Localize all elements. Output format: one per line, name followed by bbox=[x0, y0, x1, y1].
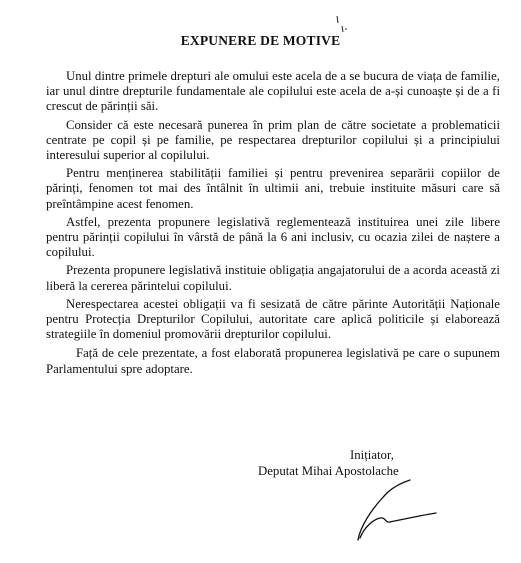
signatory-name: Deputat Mihai Apostolache bbox=[258, 463, 399, 478]
paragraph: Față de cele prezentate, a fost elaborată propunerea legislativă pe care o supunem Parlamentului spre adoptare. bbox=[46, 346, 500, 376]
paragraph: Prezenta propunere legislativă instituie obligația angajatorului de a acorda această zi liberă la cererea părintelui copilului. bbox=[46, 263, 500, 293]
document-body bbox=[46, 69, 500, 380]
paragraph: Nerespectarea acestei obligații va fi sesizată de către părinte Autorității Naționale pentru Protecția Drepturilor Copilului, autoritate care aplică politicile și elaborează strategiile în domeniul promovării drepturilor copilului. bbox=[46, 296, 500, 342]
paragraph: Pentru menținerea stabilității familiei și pentru prevenirea separării copiilor de părinți, fenomen tot mai des întâlnit în ultimii ani, trebuie instituite măsuri care să preîntâmpine acest fenomen. bbox=[46, 166, 500, 211]
document-title: EXPUNERE DE MOTIVE bbox=[180, 33, 341, 48]
paragraph: Consider că este necesară punerea în prim plan de către societate a problematicii centrate pe copil și pe familie, pe respectarea drepturilor copilului și a principiului interesului superior al copilului. bbox=[46, 117, 500, 163]
paragraph: Astfel, prezenta propunere legislativă reglementează instituirea unei zile libere pentru părinții copilului în vârstă de până la 6 ani inclusiv, cu ocazia zilei de naștere a copilului. bbox=[46, 214, 500, 260]
paragraph: Unul dintre primele drepturi ale omului este acela de a se bucura de viața de familie, iar unul dintre drepturile fundamentale ale copilului este acela de a-și cunoaște și de a fi crescut de părinții săi. bbox=[46, 69, 500, 114]
signature-block bbox=[246, 448, 466, 479]
initiator-label: Inițiator, bbox=[350, 448, 394, 462]
handwritten-signature-icon bbox=[330, 478, 440, 548]
